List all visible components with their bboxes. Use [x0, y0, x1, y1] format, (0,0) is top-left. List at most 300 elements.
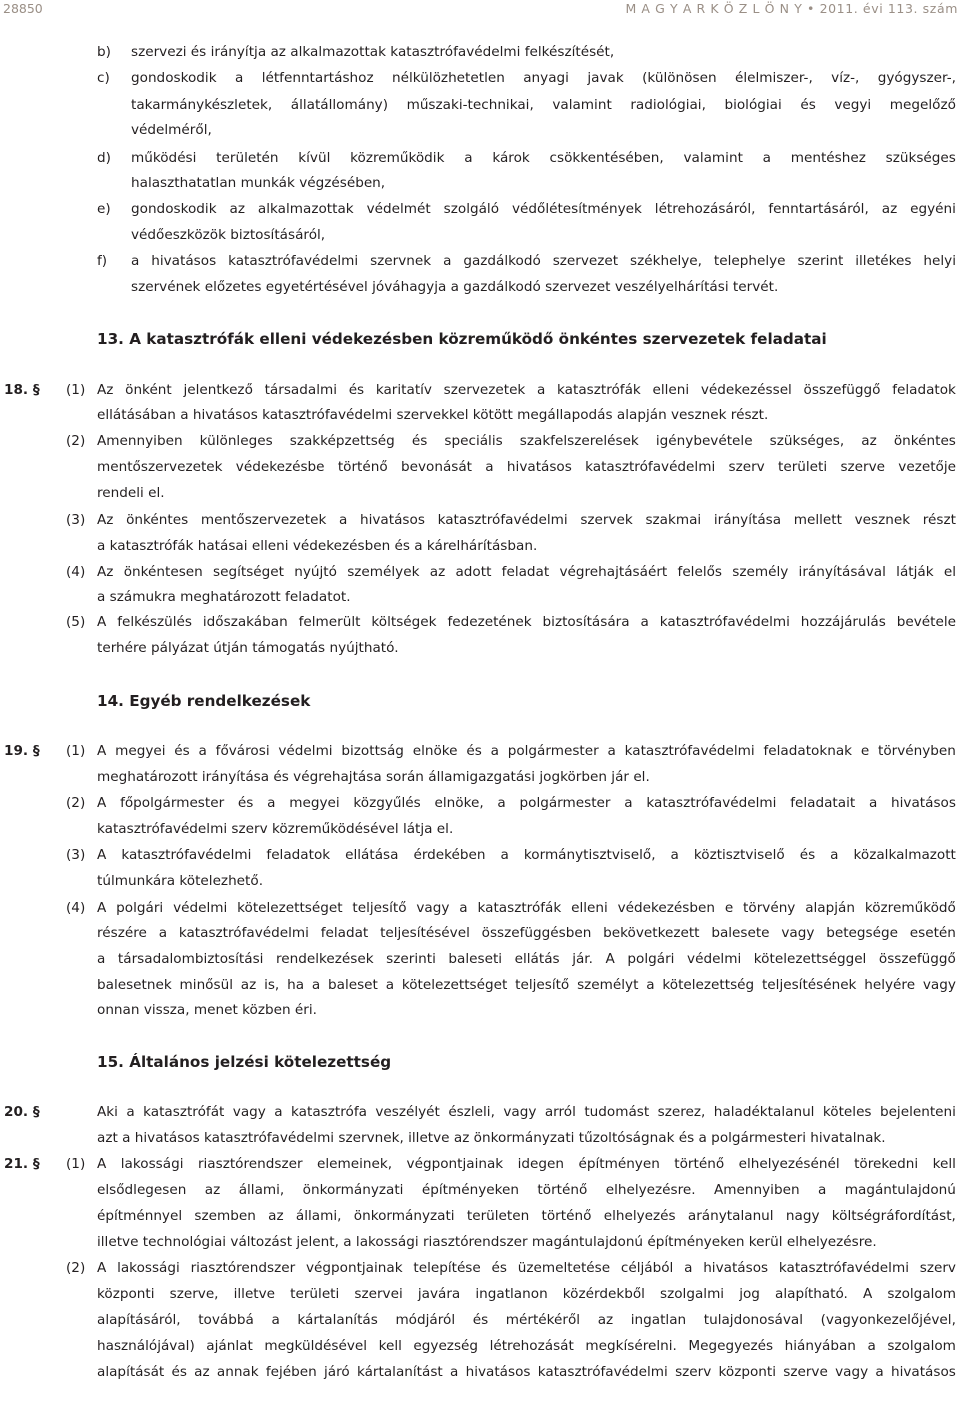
section-heading: 15. Általános jelzési kötelezettség: [97, 1053, 392, 1071]
word: hiányában: [784, 1338, 856, 1354]
word: katasztrófavédelmi: [537, 1364, 668, 1380]
word: hivatásos: [890, 1364, 956, 1380]
word: szerve: [840, 459, 886, 475]
word: elhelyezésénél: [738, 1156, 840, 1172]
word: is,: [264, 977, 280, 993]
paragraph-label: (3): [66, 847, 86, 863]
word: ha: [287, 977, 305, 993]
list-item-line: [131, 252, 956, 270]
word: polgármester: [519, 795, 611, 811]
word: a: [311, 977, 321, 993]
word: a: [867, 1338, 876, 1354]
word: a: [267, 795, 276, 811]
word: vagy: [503, 1104, 537, 1120]
word: polgári: [116, 900, 164, 916]
word: biztosítására: [542, 614, 630, 630]
word: gondoskodik: [131, 201, 217, 217]
word: állatállomány): [290, 97, 389, 113]
word: területén: [216, 150, 279, 166]
paragraph-line: [97, 1207, 956, 1225]
list-item-line: védelméről,: [131, 122, 212, 138]
paragraph-label: (1): [66, 743, 86, 759]
word: minősül: [179, 977, 233, 993]
word: szervnek: [370, 253, 432, 269]
section-number: 18. §: [4, 382, 40, 398]
word: el: [943, 564, 956, 580]
word: A: [97, 1156, 107, 1172]
word: katasztrófavédelmi: [121, 847, 252, 863]
word: alapításáról,: [97, 1312, 181, 1328]
word: közalkalmazott: [853, 847, 956, 863]
word: a: [646, 977, 655, 993]
word: élelmiszer-,: [734, 70, 813, 86]
word: szerv: [919, 1260, 956, 1276]
word: és: [800, 97, 816, 113]
paragraph-line: [97, 950, 956, 968]
word: védekezésbe: [235, 459, 325, 475]
section-heading: 14. Egyéb rendelkezések: [97, 692, 311, 710]
word: feladatok: [266, 847, 331, 863]
word: károk: [492, 150, 530, 166]
word: gyógyszer-,: [877, 70, 956, 86]
word: valamint: [683, 150, 743, 166]
word: tulajdonosával: [703, 1312, 804, 1328]
word: területen: [466, 1208, 530, 1224]
section-number: 20. §: [4, 1104, 40, 1120]
word: közreműködik: [350, 150, 445, 166]
word: fedezetének: [447, 614, 532, 630]
word: összefüggő: [803, 382, 881, 398]
word: A: [97, 795, 107, 811]
word: végpontjainak: [305, 1260, 403, 1276]
word: és: [237, 795, 254, 811]
word: szolgáló: [443, 201, 500, 217]
word: idegen: [517, 1156, 565, 1172]
section-number: 21. §: [4, 1156, 40, 1172]
paragraph-line: [97, 381, 956, 399]
paragraph-label: (1): [66, 382, 86, 398]
word: szolgalom: [887, 1338, 956, 1354]
list-item-line: halaszthatatlan munkák végzésében,: [131, 175, 386, 191]
word: védőlétesítmények: [511, 201, 642, 217]
word: katasztrófavédelmi: [437, 512, 568, 528]
word: A: [605, 951, 615, 967]
word: a: [607, 743, 616, 759]
word: a: [131, 253, 140, 269]
word: a: [640, 614, 649, 630]
word: érdekében: [413, 847, 486, 863]
word: az: [268, 1208, 284, 1224]
word: védelmét: [366, 201, 431, 217]
word: önkéntes: [893, 433, 956, 449]
word: az: [597, 1312, 614, 1328]
word: részére: [97, 925, 147, 941]
word: vagy: [922, 977, 956, 993]
word: kártalanítást: [356, 1364, 443, 1380]
word: ingatlanon: [475, 1286, 548, 1302]
word: nélkülözhetetlen: [392, 70, 505, 86]
word: a: [670, 847, 679, 863]
word: székhelye,: [630, 253, 702, 269]
paragraph-line: [97, 1155, 956, 1173]
word: helyi: [923, 253, 956, 269]
word: radiológiai,: [630, 97, 706, 113]
word: csökkentésében,: [549, 150, 664, 166]
word: elnöke: [412, 743, 458, 759]
paragraph-line: [97, 976, 956, 994]
page-number: 28850: [3, 1, 43, 16]
word: szükséges,: [769, 433, 845, 449]
word: megyei: [289, 795, 340, 811]
word: polgármester: [507, 743, 599, 759]
word: felelős: [677, 564, 722, 580]
word: betegsége: [826, 925, 898, 941]
word: mentőszervezetek: [97, 459, 223, 475]
word: katasztrófa: [291, 1104, 367, 1120]
word: műszaki-technikai,: [406, 97, 534, 113]
paragraph-line: [97, 1337, 956, 1355]
page-header: [0, 0, 960, 20]
word: létrehozását: [489, 1338, 574, 1354]
word: karitatív: [375, 382, 432, 398]
word: e: [860, 743, 870, 759]
word: mentőszervezetek: [200, 512, 327, 528]
word: kell: [932, 1156, 956, 1172]
word: elemeinek,: [317, 1156, 393, 1172]
word: megkísérelni.: [585, 1338, 677, 1354]
word: és: [171, 1364, 187, 1380]
word: A: [97, 900, 107, 916]
word: kötelezettség: [662, 977, 755, 993]
paragraph-line: [97, 899, 956, 917]
word: egyéni: [910, 201, 956, 217]
list-item-line: szervének előzetes egyetértésével jóváhagyja a gazdálkodó szervezet veszélyelhárítási tervét.: [131, 279, 779, 295]
word: irányításával: [798, 564, 886, 580]
word: Az: [97, 564, 114, 580]
word: ellátás: [514, 951, 560, 967]
word: riasztórendszer: [197, 1156, 303, 1172]
word: hivatásos: [506, 459, 572, 475]
word: létfenntartáshoz: [261, 70, 374, 86]
paragraph-line: meghatározott irányítása és végrehajtása során államigazgatási jogkörben jár el.: [97, 769, 650, 785]
word: kívül: [298, 150, 331, 166]
word: vegyi: [834, 97, 872, 113]
word: helyére: [864, 977, 916, 993]
word: hivatásos: [151, 253, 217, 269]
word: építménnyel: [97, 1208, 183, 1224]
paragraph-line: [97, 1285, 956, 1303]
word: adott: [455, 564, 492, 580]
word: vagy: [232, 1104, 266, 1120]
word: teljesítő: [515, 977, 570, 993]
word: a: [490, 743, 499, 759]
paragraph-line: onnan vissza, menet közben éri.: [97, 1002, 317, 1018]
word: takarmánykészletek,: [131, 97, 273, 113]
word: teljesítő: [352, 900, 407, 916]
word: személyek: [347, 564, 420, 580]
word: alapítását: [97, 1364, 165, 1380]
section-heading: 13. A katasztrófák elleni védekezésben közreműködő önkéntes szervezetek feladatai: [97, 330, 827, 348]
journal-title: [625, 1, 958, 16]
word: szakképzettség: [289, 433, 395, 449]
word: területi: [778, 459, 828, 475]
word: katasztrófavédelmi: [646, 795, 777, 811]
word: szemben: [194, 1208, 256, 1224]
word: központi: [97, 1286, 155, 1302]
word: megyei: [115, 743, 166, 759]
word: a: [684, 1260, 693, 1276]
word: A: [97, 847, 107, 863]
word: mértékéről: [505, 1312, 581, 1328]
word: védekezésben: [617, 900, 715, 916]
word: közgyűlés: [353, 795, 421, 811]
word: különleges: [199, 433, 273, 449]
word: hivatásos: [891, 795, 956, 811]
word: feladatok: [892, 382, 956, 398]
word: kötelezettséget: [237, 900, 343, 916]
word: létrehozásáról,: [654, 201, 756, 217]
list-label: b): [97, 44, 111, 60]
word: a: [624, 795, 633, 811]
word: katasztrófák: [477, 900, 562, 916]
word: a: [537, 382, 546, 398]
word: a: [158, 925, 168, 941]
word: gazdálkodó: [463, 253, 541, 269]
word: hivatásos: [360, 512, 425, 528]
word: költségráfordítást,: [831, 1208, 956, 1224]
word: társadalmi: [264, 382, 337, 398]
word: veszélyét: [375, 1104, 440, 1120]
section-number: 19. §: [4, 743, 40, 759]
paragraph-line: [97, 1363, 956, 1381]
word: a: [443, 253, 452, 269]
word: ingatlan: [630, 1312, 687, 1328]
word: személy: [732, 564, 789, 580]
word: katasztrófát: [143, 1104, 225, 1120]
word: az: [881, 201, 898, 217]
word: egyezség: [413, 1338, 479, 1354]
word: összefüggő: [878, 951, 956, 967]
list-item-line: védőeszközök biztosításáról,: [131, 227, 326, 243]
word: területi: [290, 1286, 340, 1302]
paragraph-label: (3): [66, 512, 86, 528]
word: feladat: [320, 925, 369, 941]
word: módjáról: [395, 1312, 456, 1328]
word: szerint: [797, 253, 844, 269]
word: összefüggésben: [481, 925, 592, 941]
list-item-line: [131, 96, 956, 114]
word: megelőző: [889, 97, 956, 113]
word: a: [274, 1104, 283, 1120]
word: önként: [125, 382, 172, 398]
word: alkalmazottak: [257, 201, 354, 217]
word: használójával): [97, 1338, 195, 1354]
word: tudomást: [584, 1104, 650, 1120]
paragraph-label: (5): [66, 614, 86, 630]
paragraph-line: illetve technológiai változást jelent, a lakossági riasztórendszer magántulajdonú építményeken kerül elhelyezésre.: [97, 1234, 877, 1250]
word: teljesítésével: [380, 925, 470, 941]
word: a: [875, 1364, 884, 1380]
word: jog: [739, 1286, 760, 1302]
word: magántulajdonú: [844, 1182, 956, 1198]
paragraph-line: ellátásában a hivatásos katasztrófavédelmi szervekkel kötött megállapodás alapján vesznek részt.: [97, 407, 769, 423]
list-item-line: szervezi és irányítja az alkalmazottak katasztrófavédelmi felkészítését,: [131, 44, 615, 60]
word: szakmai: [645, 512, 702, 528]
word: rendelkezések: [276, 951, 374, 967]
word: építményen: [578, 1156, 660, 1172]
word: központi: [718, 1364, 777, 1380]
list-label: e): [97, 201, 111, 217]
word: céljából: [620, 1260, 674, 1276]
word: felmerült: [298, 614, 361, 630]
word: speciális: [444, 433, 503, 449]
paragraph-line: terhére pályázat útján támogatás nyújtható.: [97, 640, 399, 656]
word: szerinti: [386, 951, 436, 967]
word: védelmi: [687, 951, 742, 967]
word: történő: [541, 1208, 592, 1224]
word: a: [830, 847, 839, 863]
list-item-line: [131, 149, 956, 167]
word: és: [472, 1312, 489, 1328]
word: köteles: [822, 1104, 872, 1120]
word: illetve: [233, 1286, 276, 1302]
paragraph-line: [97, 1259, 956, 1277]
paragraph-label: (2): [66, 433, 86, 449]
word: szerez,: [657, 1104, 706, 1120]
word: üzemeltetése: [517, 1260, 611, 1276]
word: a: [126, 1104, 135, 1120]
word: mellett: [793, 512, 842, 528]
word: végrehajtásáért: [559, 564, 668, 580]
word: kötelezettséggel: [753, 951, 867, 967]
word: megküldésével: [264, 1338, 368, 1354]
word: állami,: [295, 1208, 342, 1224]
word: haladéktalanul: [713, 1104, 815, 1120]
word: hivatásos: [465, 1364, 531, 1380]
word: hozzájárulás: [800, 614, 886, 630]
word: segítséget: [213, 564, 284, 580]
word: építményeken: [421, 1182, 519, 1198]
word: A: [97, 614, 107, 630]
paragraph-label: (2): [66, 1260, 86, 1276]
paragraph-line: [97, 924, 956, 942]
paragraph-line: [97, 432, 956, 450]
word: kell: [378, 1338, 402, 1354]
word: a: [234, 70, 244, 86]
word: vesznek: [854, 512, 911, 528]
list-item-line: [131, 200, 956, 218]
paragraph-label: (1): [66, 1156, 86, 1172]
word: szolgalom: [887, 1286, 956, 1302]
word: balesetnek: [97, 977, 172, 993]
word: bizottság: [341, 743, 404, 759]
word: az: [204, 1182, 221, 1198]
paragraph-line: azt a hivatásos katasztrófavédelmi szervnek, illetve az önkormányzati tűzoltóságnak és a polgármesteri hivatalnak.: [97, 1130, 886, 1146]
word: szerve,: [169, 1286, 219, 1302]
word: bejelenteni: [879, 1104, 956, 1120]
word: elsődlegesen: [97, 1182, 187, 1198]
word: szerv: [728, 459, 765, 475]
word: feladatoknak: [763, 743, 853, 759]
word: elhelyezés: [603, 1208, 676, 1224]
word: köztisztviselő: [693, 847, 785, 863]
word: közreműködő: [864, 900, 956, 916]
word: riasztórendszer: [190, 1260, 296, 1276]
word: társadalombiztosítási: [117, 951, 264, 967]
word: aránytalanul: [687, 1208, 774, 1224]
word: irányítása: [713, 512, 782, 528]
word: részt: [922, 512, 956, 528]
word: telepítése: [413, 1260, 481, 1276]
word: az: [229, 201, 245, 217]
word: és: [174, 743, 190, 759]
word: anyagi: [523, 70, 569, 86]
word: állami,: [238, 1182, 285, 1198]
word: víz-,: [831, 70, 860, 86]
word: hivatásos: [703, 1260, 769, 1276]
word: törvényben: [877, 743, 956, 759]
word: elleni: [571, 900, 608, 916]
word: vagy: [835, 1364, 869, 1380]
word: szükséges: [885, 150, 956, 166]
word: a: [459, 900, 468, 916]
word: szervezet: [552, 253, 619, 269]
word: nyújtó: [294, 564, 337, 580]
word: arról: [544, 1104, 576, 1120]
word: a: [485, 459, 494, 475]
paragraph-line: a katasztrófák hatásai elleni védekezésben és a kárelhárításban.: [97, 538, 538, 554]
word: önkéntesen: [123, 564, 203, 580]
word: szerv: [675, 1364, 712, 1380]
word: költségek: [371, 614, 437, 630]
word: Megegyezés: [688, 1338, 774, 1354]
paragraph-line: [97, 613, 956, 631]
word: vezetője: [898, 459, 956, 475]
word: szolgalmi: [660, 1286, 725, 1302]
word: védekezéssel: [700, 382, 792, 398]
paragraph-line: [97, 794, 956, 812]
word: a: [339, 512, 348, 528]
list-item-line: [131, 69, 956, 87]
paragraph-line: [97, 846, 956, 864]
word: A: [97, 743, 107, 759]
word: a: [385, 977, 395, 993]
word: Az: [97, 382, 114, 398]
paragraph-line: katasztrófavédelmi szerv közreműködésével látja el.: [97, 821, 454, 837]
word: elhelyezésre.: [605, 1182, 696, 1198]
word: balesete: [711, 925, 770, 941]
word: közérdekből: [562, 1286, 645, 1302]
word: szervei: [354, 1286, 403, 1302]
word: a: [97, 951, 106, 967]
word: katasztrófavédelmi: [585, 459, 716, 475]
word: önkormányzati: [302, 1182, 404, 1198]
word: a: [500, 847, 509, 863]
word: látják: [896, 564, 934, 580]
word: feladat: [501, 564, 550, 580]
journal-name: M A G Y A R K Ö Z L Ö N Y: [625, 1, 803, 16]
word: kártalanítás: [297, 1312, 378, 1328]
paragraph-line: rendeli el.: [97, 485, 165, 501]
word: az: [194, 1364, 210, 1380]
word: nagy: [785, 1208, 820, 1224]
word: az: [861, 433, 877, 449]
word: szakfelszerelések: [519, 433, 639, 449]
word: fővárosi: [215, 743, 270, 759]
word: baleseti: [448, 951, 503, 967]
word: működési: [131, 150, 197, 166]
word: mentéshez: [790, 150, 866, 166]
